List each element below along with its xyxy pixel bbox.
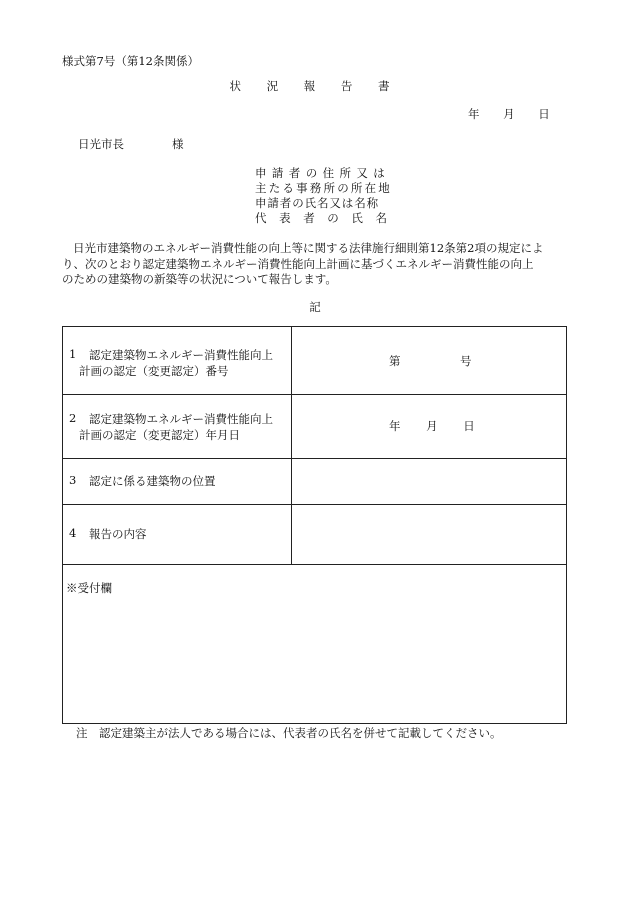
addressee-name: 日光市長 xyxy=(78,137,124,151)
footnote: 注 認定建築主が法人である場合には、代表者の氏名を併せて記載してください。 xyxy=(76,726,502,740)
report-table xyxy=(62,326,567,724)
table-row xyxy=(63,459,566,505)
certification-number-field[interactable] xyxy=(292,327,566,394)
body-paragraph xyxy=(62,241,568,288)
representative-name-label: 代表者の氏名 xyxy=(255,211,400,225)
table-row xyxy=(63,395,566,459)
applicant-block xyxy=(255,166,400,226)
building-location-field[interactable] xyxy=(292,459,566,504)
body-line-3: のための建築物の新築等の状況について報告します。 xyxy=(62,272,337,286)
date-placeholder: 年 月 日 xyxy=(389,419,475,433)
applicant-office-label: 主たる事務所の所在地 xyxy=(255,181,392,195)
addressee-honorific: 様 xyxy=(172,137,184,151)
row-label-line2: 計画の認定（変更認定）年月日 xyxy=(79,428,240,442)
document-title: 状 況 報 告 書 xyxy=(229,79,401,93)
report-content-field[interactable] xyxy=(292,505,566,564)
row-label-line1: 認定建築物エネルギー消費性能向上 xyxy=(89,348,273,362)
row-label xyxy=(63,505,292,564)
number-suffix: 号 xyxy=(460,354,472,368)
row-label-line1: 認定建築物エネルギー消費性能向上 xyxy=(89,412,273,426)
applicant-name-label: 申請者の氏名又は名称 xyxy=(255,196,379,210)
row-label-line2: 計画の認定（変更認定）番号 xyxy=(79,364,229,378)
receipt-label: ※受付欄 xyxy=(66,581,112,595)
row-label xyxy=(63,459,292,504)
date-line: 年 月 日 xyxy=(468,107,550,121)
addressee xyxy=(78,137,184,152)
number-prefix: 第 xyxy=(389,354,401,368)
form-number: 様式第7号（第12条関係） xyxy=(62,54,199,68)
row-number: 4 xyxy=(69,526,77,540)
table-row xyxy=(63,505,566,565)
row-label xyxy=(63,395,292,458)
body-line-2: り、次のとおり認定建築物エネルギー消費性能向上計画に基づくエネルギー消費性能の向上 xyxy=(62,256,534,271)
row-label xyxy=(63,327,292,394)
ki-heading: 記 xyxy=(309,300,321,314)
row-label-line1: 認定に係る建築物の位置 xyxy=(89,474,216,488)
body-line-1: 日光市建築物のエネルギー消費性能の向上等に関する法律施行細則第12条第2項の規定によ xyxy=(73,241,544,255)
table-row xyxy=(63,327,566,395)
row-label-line1: 報告の内容 xyxy=(89,527,147,541)
row-number: 1 xyxy=(69,347,77,361)
row-number: 3 xyxy=(69,473,77,487)
row-number: 2 xyxy=(69,411,77,425)
applicant-address-label: 申請者の住所又は xyxy=(255,166,391,180)
certification-date-field[interactable] xyxy=(292,395,566,458)
